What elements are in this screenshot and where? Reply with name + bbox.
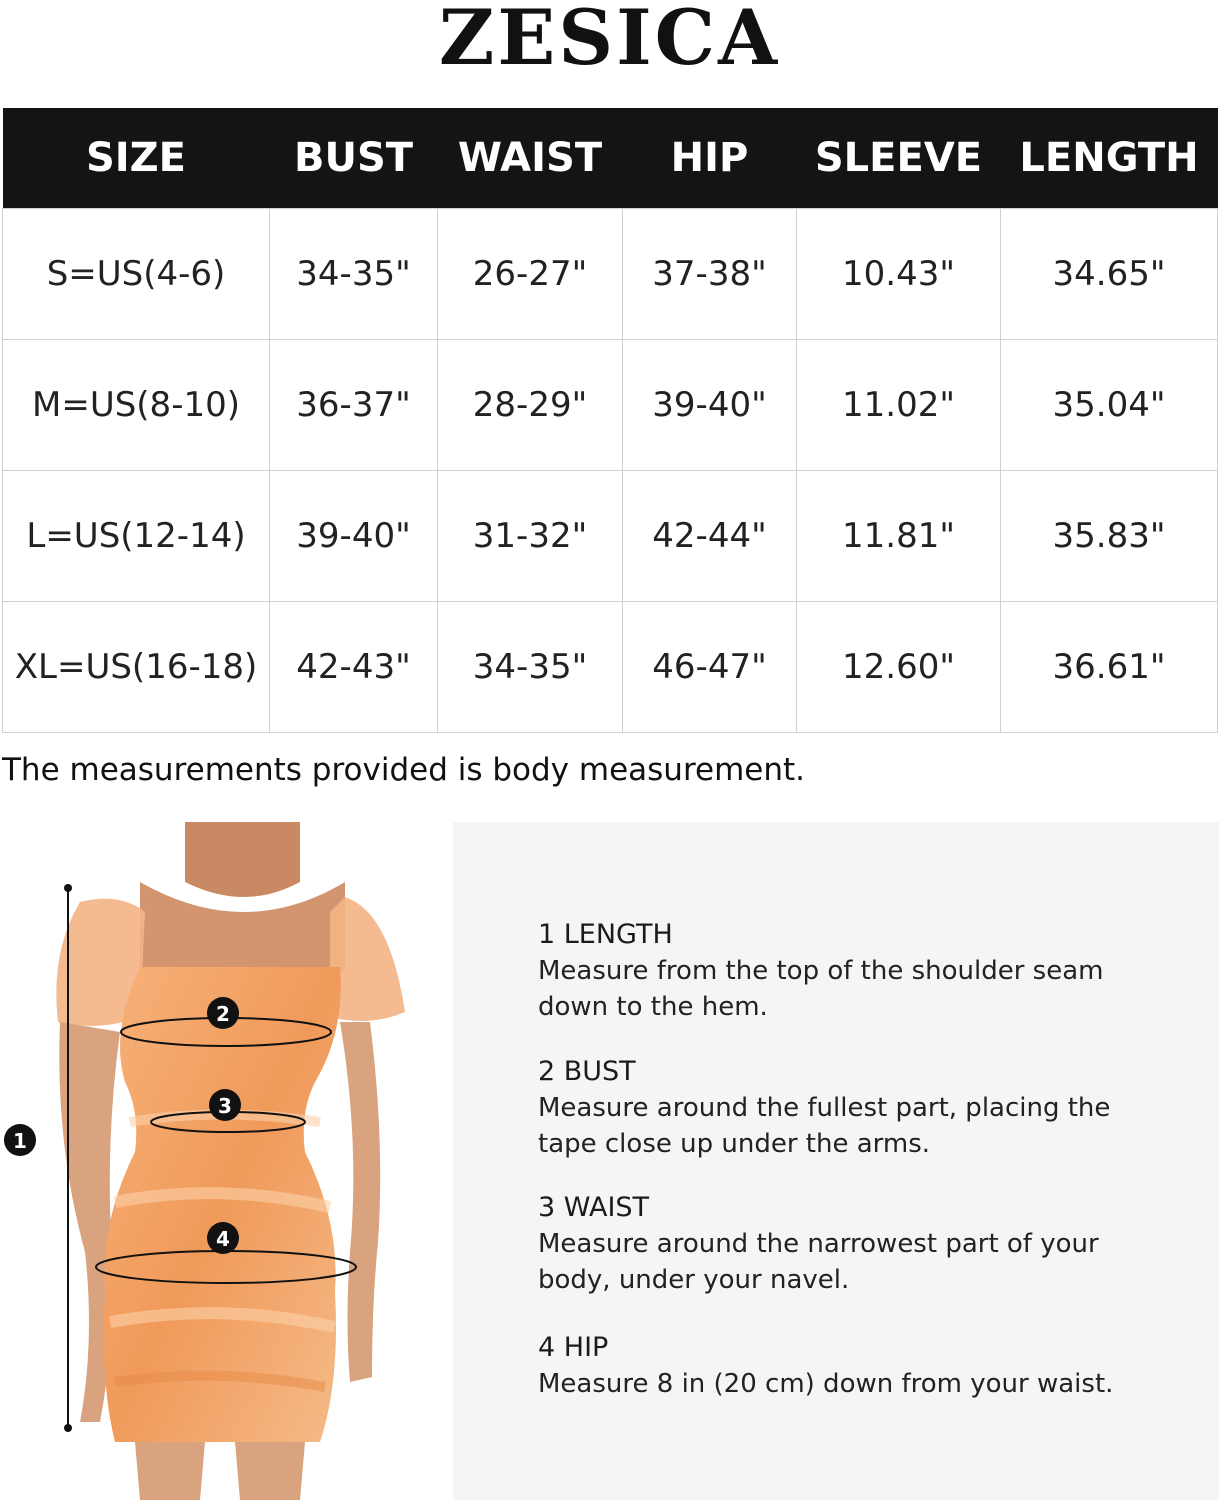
length-cell: 35.83" bbox=[1001, 471, 1218, 602]
hip-cell: 39-40" bbox=[623, 340, 797, 471]
brand-logo: ZESICA bbox=[438, 0, 781, 82]
dress-illustration bbox=[0, 822, 440, 1500]
bust-cell: 39-40" bbox=[270, 471, 438, 602]
sleeve-cell: 11.81" bbox=[797, 471, 1001, 602]
guide-hip-title: 4 HIP bbox=[538, 1332, 609, 1363]
sleeve-cell: 10.43" bbox=[797, 209, 1001, 340]
guide-hip-desc: Measure 8 in (20 cm) down from your waist. bbox=[538, 1369, 1114, 1399]
table-row bbox=[3, 602, 1218, 733]
header-length: LENGTH bbox=[1001, 108, 1218, 209]
measuring-guide-panel bbox=[453, 822, 1219, 1500]
length-line-bottom-dot bbox=[64, 1424, 72, 1432]
table-row bbox=[3, 209, 1218, 340]
header-size: SIZE bbox=[3, 108, 270, 209]
length-cell: 35.04" bbox=[1001, 340, 1218, 471]
size-chart-table bbox=[2, 108, 1218, 733]
sleeve-cell: 12.60" bbox=[797, 602, 1001, 733]
guide-length-title: 1 LENGTH bbox=[538, 919, 673, 950]
guide-waist-title: 3 WAIST bbox=[538, 1192, 650, 1223]
length-cell: 36.61" bbox=[1001, 602, 1218, 733]
marker-length-label: 1 bbox=[13, 1129, 27, 1153]
table-row bbox=[3, 471, 1218, 602]
waist-cell: 26-27" bbox=[438, 209, 623, 340]
guide-bust-desc: Measure around the fullest part, placing the tape close up under the arms. bbox=[538, 1093, 1111, 1159]
neck-skin bbox=[185, 822, 300, 897]
table-row bbox=[3, 340, 1218, 471]
guide-length-desc: Measure from the top of the shoulder seam down to the hem. bbox=[538, 956, 1104, 1022]
left-leg bbox=[135, 1442, 205, 1500]
hip-cell: 37-38" bbox=[623, 209, 797, 340]
right-sleeve bbox=[330, 897, 405, 1021]
sleeve-cell: 11.02" bbox=[797, 340, 1001, 471]
marker-hip-label: 4 bbox=[216, 1227, 230, 1251]
hip-cell: 46-47" bbox=[623, 602, 797, 733]
guide-bust bbox=[538, 1054, 1158, 1162]
bust-cell: 42-43" bbox=[270, 602, 438, 733]
length-cell: 34.65" bbox=[1001, 209, 1218, 340]
marker-bust-label: 2 bbox=[216, 1002, 230, 1026]
marker-waist-label: 3 bbox=[218, 1094, 232, 1118]
dress-figure bbox=[0, 822, 440, 1500]
guide-hip bbox=[538, 1330, 1158, 1402]
size-cell: M=US(8-10) bbox=[3, 340, 270, 471]
header-hip: HIP bbox=[623, 108, 797, 209]
waist-cell: 28-29" bbox=[438, 340, 623, 471]
header-sleeve: SLEEVE bbox=[797, 108, 1001, 209]
guide-bust-title: 2 BUST bbox=[538, 1056, 636, 1087]
header-waist: WAIST bbox=[438, 108, 623, 209]
guide-waist-desc: Measure around the narrowest part of your body, under your navel. bbox=[538, 1229, 1099, 1295]
header-bust: BUST bbox=[270, 108, 438, 209]
guide-length bbox=[538, 917, 1158, 1025]
bust-cell: 36-37" bbox=[270, 340, 438, 471]
size-cell: XL=US(16-18) bbox=[3, 602, 270, 733]
measurement-note: The measurements provided is body measurement. bbox=[2, 752, 806, 788]
length-line-top-dot bbox=[64, 884, 72, 892]
waist-cell: 34-35" bbox=[438, 602, 623, 733]
table-header-row bbox=[3, 108, 1218, 209]
right-arm bbox=[340, 1022, 380, 1382]
bust-cell: 34-35" bbox=[270, 209, 438, 340]
hip-cell: 42-44" bbox=[623, 471, 797, 602]
size-cell: L=US(12-14) bbox=[3, 471, 270, 602]
guide-waist bbox=[538, 1190, 1158, 1298]
waist-cell: 31-32" bbox=[438, 471, 623, 602]
size-cell: S=US(4-6) bbox=[3, 209, 270, 340]
right-leg bbox=[235, 1442, 305, 1500]
